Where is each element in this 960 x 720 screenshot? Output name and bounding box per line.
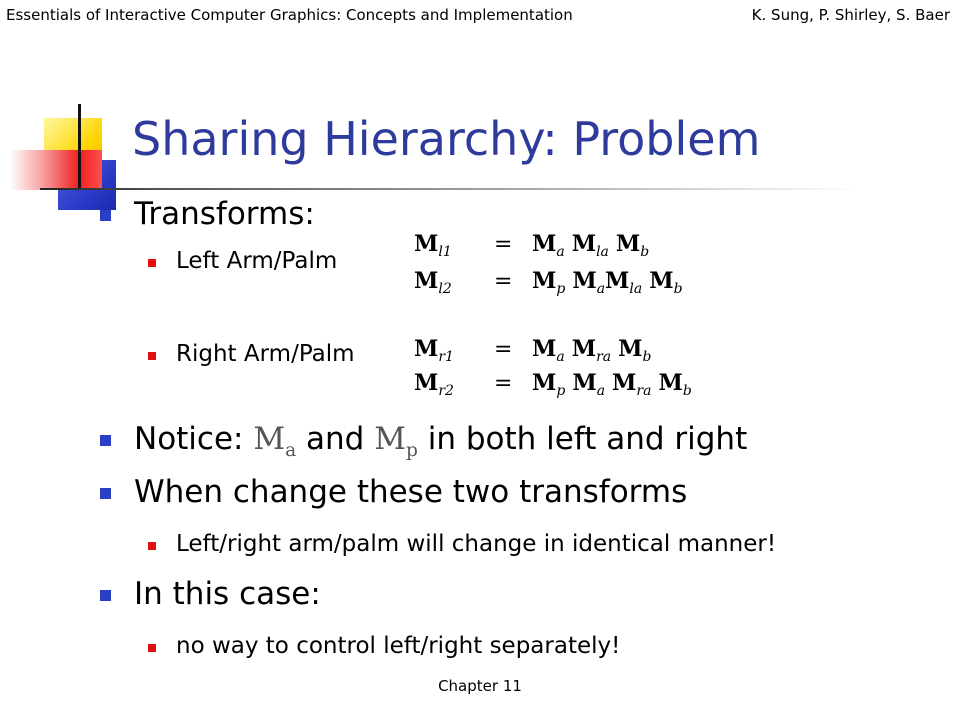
header-book-title: Essentials of Interactive Computer Graphics: Concepts and Implementation	[6, 6, 573, 24]
decor-vertical-line	[78, 104, 81, 188]
equation-l2: $M_{l2} = M_p$ $M_aM_{la}$ $M_b$	[414, 268, 683, 297]
bullet-this-case: In this case:	[134, 576, 321, 612]
equation-r2: $M_{r2} = M_p$ $M_a$ $M_{ra}$ $M_b$	[414, 370, 692, 399]
bullet-no-way: no way to control left/right separately!	[176, 633, 621, 659]
bullet-notice: Notice: $M_a$ and $M_p$ in both left and right	[134, 421, 748, 462]
symbol-ma: $M_a$	[253, 421, 297, 462]
header-authors: K. Sung, P. Shirley, S. Baer	[751, 6, 950, 24]
bullet-right-arm: Right Arm/Palm	[176, 341, 355, 367]
bullet-left-arm: Left Arm/Palm	[176, 248, 338, 274]
decor-horizontal-rule	[40, 188, 860, 190]
footer-chapter: Chapter 11	[438, 677, 522, 695]
bullet-when-change: When change these two transforms	[134, 474, 688, 510]
symbol-mp: $M_p$	[374, 421, 418, 462]
equation-l1: $M_{l1} = M_a$ $M_{la}$ $M_b$	[414, 231, 650, 260]
bullet-identical: Left/right arm/palm will change in identical manner!	[176, 531, 777, 557]
decor-red-bar	[10, 150, 102, 190]
bullet-transforms: Transforms:	[134, 196, 315, 232]
equation-r1: $M_{r1} = M_a$ $M_{ra}$ $M_b$	[414, 336, 652, 365]
slide-title: Sharing Hierarchy: Problem	[132, 112, 761, 166]
